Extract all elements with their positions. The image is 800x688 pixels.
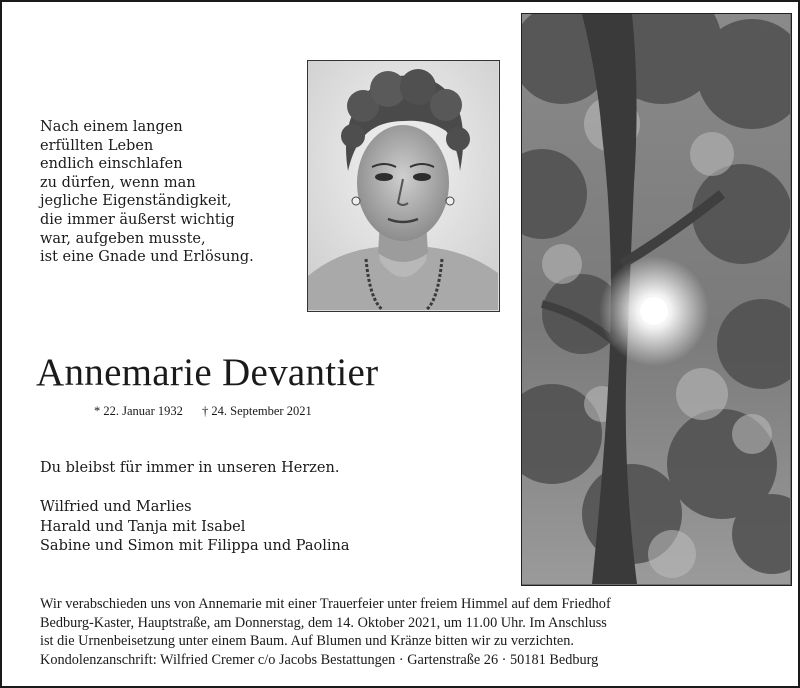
poem — [40, 118, 290, 267]
notice-line: Wir verabschieden uns von Annemarie mit einer Trauerfeier unter freiem Himmel auf dem Friedhof — [40, 596, 611, 612]
poem-line: endlich einschlafen — [40, 156, 183, 173]
poem-line: jegliche Eigenständigkeit, — [40, 193, 232, 210]
deceased-name: Annemarie Devantier — [36, 351, 379, 394]
notice-line: Kondolenzanschrift: Wilfried Cremer c/o Jacobs Bestattungen · Gartenstraße 26 · 50181 Bedburg — [40, 651, 599, 668]
remembrance-line: Du bleibst für immer in unseren Herzen. — [40, 460, 340, 476]
tree-image — [522, 14, 790, 584]
poem-line: erfüllten Leben — [40, 137, 154, 154]
poem-line: zu dürfen, wenn man — [40, 174, 196, 191]
family-member: Sabine und Simon mit Filippa und Paolina — [40, 538, 350, 554]
poem-line: war, aufgeben musste, — [40, 230, 206, 247]
family-member: Wilfried und Marlies — [40, 499, 192, 515]
poem-line: ist eine Gnade und Erlösung. — [40, 249, 254, 266]
life-dates — [94, 404, 328, 419]
death-date: † 24. September 2021 — [202, 404, 312, 418]
funeral-notice — [40, 595, 780, 669]
family-list — [40, 498, 350, 557]
portrait-photo — [307, 60, 500, 312]
notice-line: ist die Urnenbeisetzung unter einem Baum. Auf Blumen und Kränze bitten wir zu verzichten. — [40, 633, 574, 650]
portrait-image — [308, 61, 498, 310]
poem-line: die immer äußerst wichtig — [40, 211, 235, 228]
notice-line: Bedburg-Kaster, Hauptstraße, am Donnerstag, dem 14. Oktober 2021, um 11.00 Uhr. Im Anschluss — [40, 614, 607, 631]
poem-line: Nach einem langen — [40, 119, 183, 135]
birth-date: * 22. Januar 1932 — [94, 404, 183, 418]
tree-photo — [521, 13, 792, 586]
family-member: Harald und Tanja mit Isabel — [40, 518, 246, 535]
